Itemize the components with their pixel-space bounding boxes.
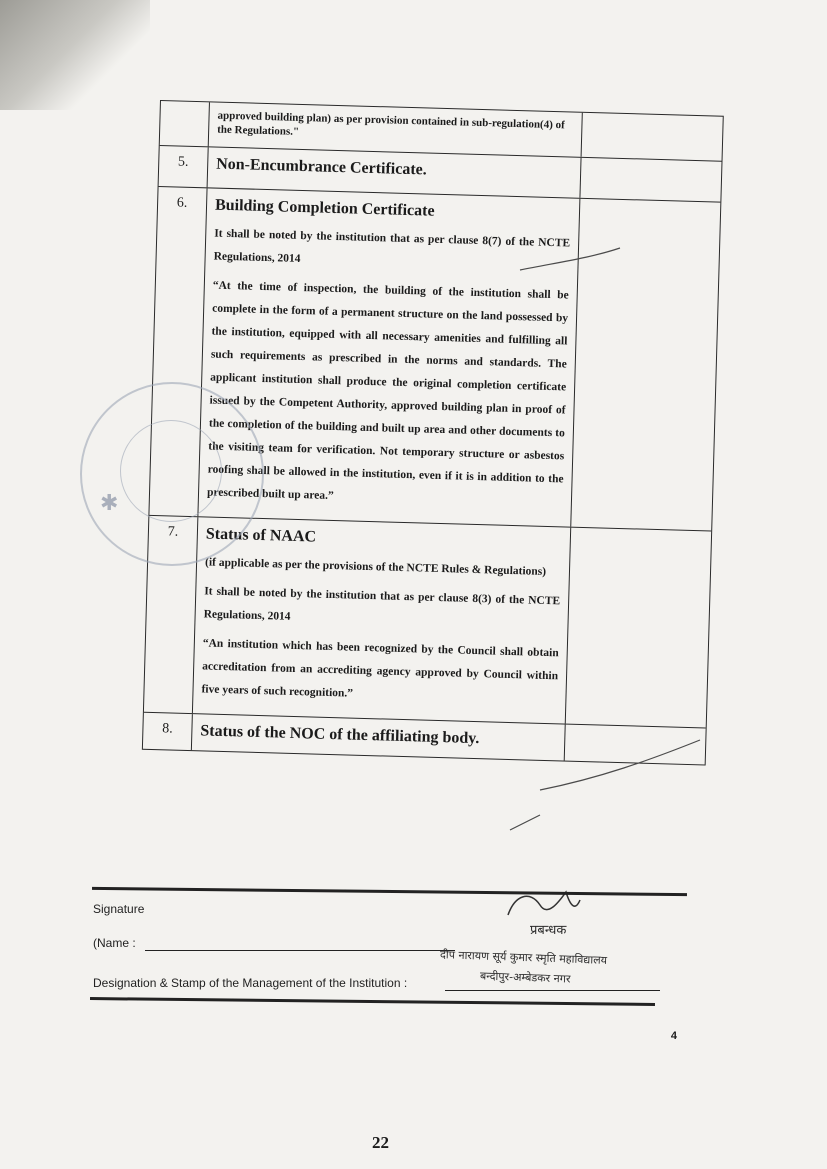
designation-label: Designation & Stamp of the Management of the Institution : — [93, 976, 408, 990]
top-divider — [92, 887, 687, 896]
row-heading: Building Completion Certificate — [214, 196, 435, 220]
remarks-cell — [566, 528, 711, 728]
row-text — [193, 517, 571, 723]
row-heading: Non-Encumbrance Certificate. — [215, 155, 428, 179]
clause-applicability: (if applicable as per the provisions of the NCTE Rules & Regulations) — [204, 556, 547, 578]
bottom-divider — [90, 997, 655, 1006]
remarks-cell — [571, 199, 720, 531]
remarks-cell — [582, 113, 723, 161]
name-line — [145, 950, 455, 951]
seal-star-icon: ✱ — [100, 490, 119, 515]
designation-line — [445, 990, 660, 991]
page-number: 4 — [670, 1030, 677, 1042]
folio-number: 22 — [372, 1133, 389, 1152]
stamp-title: प्रबन्धक — [530, 923, 567, 938]
page-corner-fold — [0, 0, 150, 110]
row-heading: Status of NAAC — [205, 525, 317, 546]
continued-text: approved building plan) as per provision contained in sub-regulation(4) of the Regulations." — [217, 109, 565, 138]
remarks-cell — [565, 725, 706, 765]
clause-note: It shall be noted by the institution that as per clause 8(3) of the NCTE Regulations, 2014 — [203, 585, 561, 623]
stamp-college-name: दीप नारायण सूर्य कुमार स्मृति महाविद्यालय — [439, 948, 608, 967]
table-row — [144, 515, 711, 728]
round-seal-inner — [120, 420, 222, 522]
clause-quote: “At the time of inspection, the building of the institution shall be complete in the form of a permanent structure on the land possessed by the institution, equipped with all necessary amenities and fulfilling all such requirements as prescribed in the norms and standards. The applicant institution shall produce the original completion certificate issued by the Competent Authority, approved building plan in proof of the completion of the building and built up area and other documents to the visiting team for verification. Not temporary structure or asbestos roofing shall be allowed in the institution, even if it is in addition to the prescribed built up area.” — [206, 279, 569, 503]
stamp-location: बन्दीपुर-अम्बेडकर नगर — [479, 969, 571, 986]
row-number: 6. — [149, 187, 207, 516]
clause-quote: “An institution which has been recognized by the Council shall obtain accreditation from an accrediting agency approved by Council within five years of such recognition.” — [201, 637, 559, 700]
signature-label: Signature — [93, 902, 145, 916]
name-label: (Name : — [93, 936, 136, 950]
row-heading: Status of the NOC of the affiliating body. — [200, 722, 480, 748]
clause-note: It shall be noted by the institution that as per clause 8(7) of the NCTE Regulations, 2014 — [213, 227, 571, 265]
row-number: 8. — [143, 713, 193, 750]
row-number: 5. — [159, 146, 209, 187]
remarks-cell — [580, 158, 721, 202]
row-number — [160, 101, 210, 146]
row-number: 7. — [144, 516, 198, 713]
